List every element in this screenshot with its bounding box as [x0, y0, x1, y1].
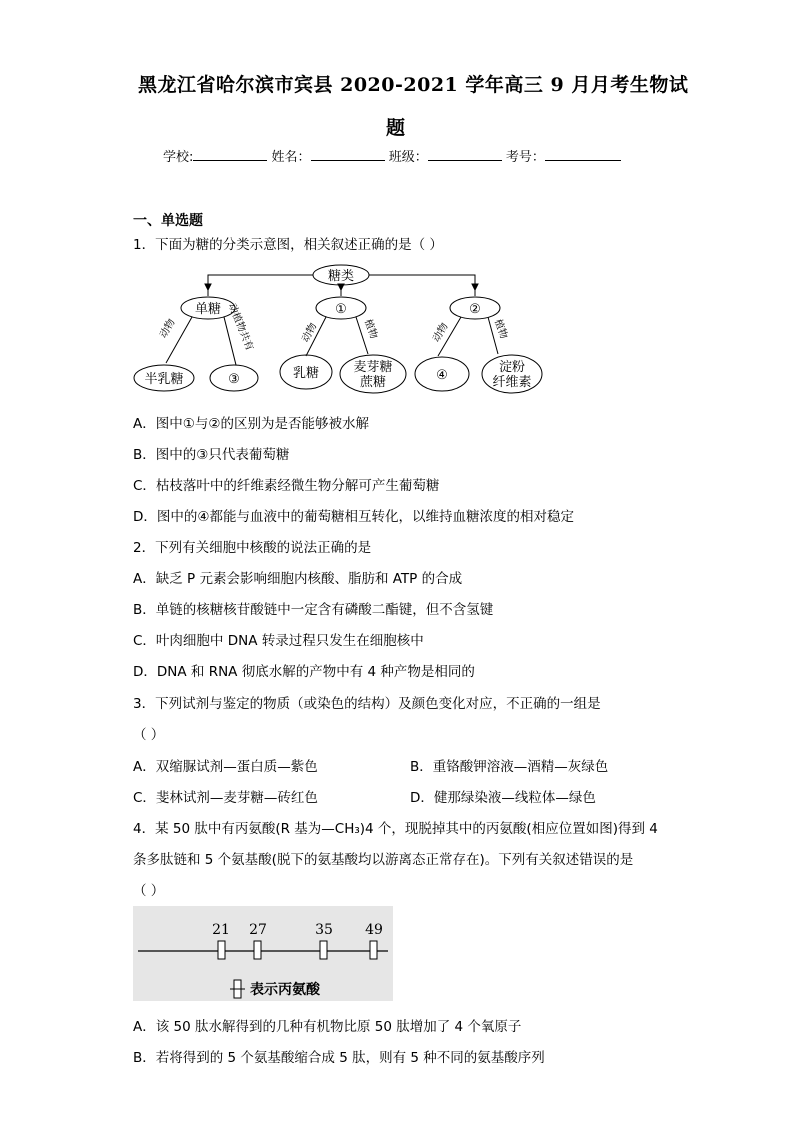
edge-label-animal-2: 动物 [300, 321, 320, 345]
label-root: 糖类 [327, 269, 355, 284]
q2-option-d[interactable]: D．DNA 和 RNA 彻底水解的产物中有 4 种产物是相同的 [133, 664, 475, 680]
label-galactose: 半乳糖 [144, 372, 184, 387]
label-2: ② [469, 302, 481, 317]
name-label: 姓名： [271, 150, 311, 165]
q2-option-b[interactable]: B．单链的核糖核苷酸链中一定含有磷酸二酯键，但不含氢键 [133, 602, 494, 618]
label-starch: 淀粉 [498, 360, 526, 375]
edge-label-animal-3: 动物 [431, 321, 451, 345]
q3-stem: 3．下列试剂与鉴定的物质（或染色的结构）及颜色变化对应，不正确的一组是 [133, 696, 601, 712]
q3-option-b[interactable]: B．重铬酸钾溶液—酒精—灰绿色 [410, 759, 609, 775]
legend-text: 表示丙氨酸 [250, 982, 320, 998]
q4-option-b[interactable]: B．若将得到的 5 个氨基酸缩合成 5 肽，则有 5 种不同的氨基酸序列 [133, 1050, 545, 1066]
position-27: 27 [249, 922, 267, 938]
label-monosaccharide: 单糖 [194, 302, 222, 317]
edge-label-animal-1: 动物 [158, 317, 178, 341]
edge-label-both: 动植物共有 [225, 301, 255, 353]
alanine-marker-21 [218, 941, 225, 959]
class-label: 班级： [388, 150, 428, 165]
label-4: ④ [436, 368, 448, 383]
q2-option-c[interactable]: C．叶肉细胞中 DNA 转录过程只发生在细胞核中 [133, 633, 424, 649]
school-blank[interactable] [193, 148, 267, 161]
student-info [163, 146, 621, 165]
label-cellulose: 纤维素 [492, 375, 532, 390]
section-heading: 一、单选题 [133, 213, 203, 229]
edge-label-plant-2: 植物 [361, 317, 379, 341]
class-blank[interactable] [428, 148, 502, 161]
alanine-position-figure [133, 906, 393, 1001]
label-maltose: 麦芽糖 [353, 360, 393, 375]
label-1: ① [335, 302, 347, 317]
label-3: ③ [228, 372, 240, 387]
q4-option-a[interactable]: A．该 50 肽水解得到的几种有机物比原 50 肽增加了 4 个氧原子 [133, 1019, 522, 1035]
exam-title-line2: 题 [386, 117, 406, 139]
q2-stem: 2．下列有关细胞中核酸的说法正确的是 [133, 540, 372, 556]
position-49: 49 [365, 922, 383, 938]
q2-option-a[interactable]: A．缺乏 P 元素会影响细胞内核酸、脂肪和 ATP 的合成 [133, 571, 463, 587]
q3-option-c[interactable]: C．斐林试剂—麦芽糖—砖红色 [133, 790, 318, 806]
position-35: 35 [315, 922, 333, 938]
position-21: 21 [212, 922, 230, 938]
name-blank[interactable] [311, 148, 385, 161]
q1-option-c[interactable]: C．枯枝落叶中的纤维素经微生物分解可产生葡萄糖 [133, 478, 440, 494]
alanine-marker-35 [320, 941, 327, 959]
q4-paren: （ ） [133, 883, 165, 899]
q1-option-b[interactable]: B．图中的③只代表葡萄糖 [133, 447, 290, 463]
q3-option-d[interactable]: D．健那绿染液—线粒体—绿色 [410, 790, 596, 806]
label-lactose: 乳糖 [292, 366, 320, 381]
exam-title-line1: 黑龙江省哈尔滨市宾县 2020-2021 学年高三 9 月月考生物试 [138, 74, 689, 96]
q4-stem-line2: 条多肽链和 5 个氨基酸(脱下的氨基酸均以游离态正常存在)。下列有关叙述错误的是 [133, 852, 634, 868]
q1-option-a[interactable]: A．图中①与②的区别为是否能够被水解 [133, 416, 369, 432]
number-label: 考号： [505, 150, 545, 165]
alanine-marker-27 [254, 941, 261, 959]
q1-stem: 1．下面为糖的分类示意图，相关叙述正确的是（ ） [133, 237, 443, 253]
q4-stem-line1: 4．某 50 肽中有丙氨酸(R 基为—CH₃)4 个，现脱掉其中的丙氨酸(相应位置如图)得到 4 [133, 821, 658, 837]
number-blank[interactable] [545, 148, 621, 161]
school-label: 学校: [163, 150, 194, 165]
q1-option-d[interactable]: D．图中的④都能与血液中的葡萄糖相互转化，以维持血糖浓度的相对稳定 [133, 509, 574, 525]
alanine-marker-49 [370, 941, 377, 959]
q3-option-a[interactable]: A．双缩脲试剂—蛋白质—紫色 [133, 759, 318, 775]
q3-paren: （ ） [133, 727, 165, 743]
edge-label-plant-3: 植物 [491, 317, 509, 341]
sugar-classification-diagram [128, 260, 548, 400]
label-sucrose: 蔗糖 [359, 375, 387, 390]
